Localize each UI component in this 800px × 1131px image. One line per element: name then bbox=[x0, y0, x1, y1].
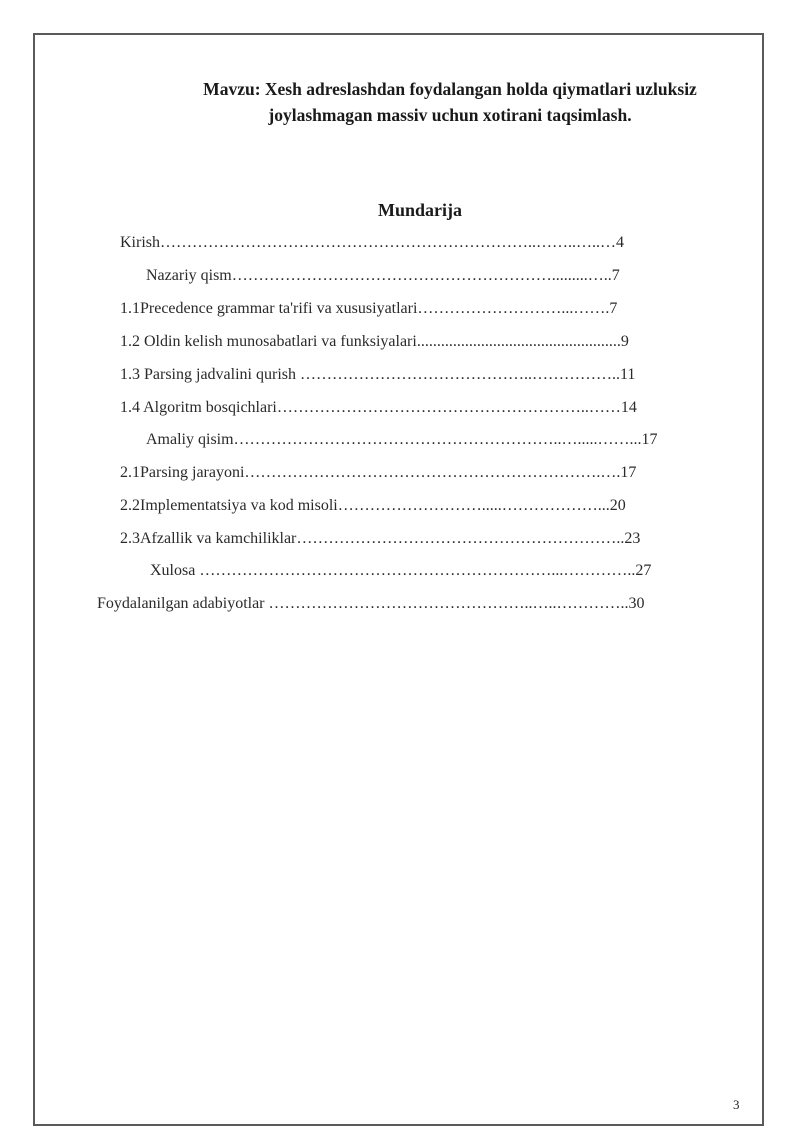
toc-entry-2-2: 2.2Implementatsiya va kod misoli……………………….....………………...20 bbox=[120, 497, 626, 514]
toc-entry-nazariy-qism: Nazariy qism…………………………………………………….........…..7 bbox=[146, 267, 620, 284]
toc-entry-1-2: 1.2 Oldin kelish munosabatlari va funksiyalari...................................................9 bbox=[120, 333, 629, 350]
page-number: 3 bbox=[733, 1097, 740, 1112]
title-line-1: Mavzu: Xesh adreslashdan foydalangan holda qiymatlari uzluksiz bbox=[203, 79, 697, 99]
toc-entry-1-3: 1.3 Parsing jadvalini qurish ……………………………………..……………..11 bbox=[120, 366, 636, 383]
toc-entry-xulosa: Xulosa …………………………………………………………...…………..27 bbox=[150, 562, 652, 579]
title-line-2: joylashmagan massiv uchun xotirani taqsimlash. bbox=[268, 105, 632, 125]
toc-entry-1-1: 1.1Precedence grammar ta'rifi va xususiyatlari………………………...…….7 bbox=[120, 300, 618, 317]
toc-entry-2-1: 2.1Parsing jarayoni………………………………………………………….….17 bbox=[120, 464, 637, 481]
toc-entry-adabiyotlar: Foydalanilgan adabiyotlar …………………………………………..…..…………..30 bbox=[97, 595, 645, 612]
document-title bbox=[100, 76, 800, 128]
toc-entry-1-4: 1.4 Algoritm bosqichlari…………………………………………………..……14 bbox=[120, 399, 637, 416]
toc-entry-amaliy-qisim: Amaliy qisim……………………………………………………..….....……...17 bbox=[146, 431, 658, 448]
toc-entry-2-3: 2.3Afzallik va kamchiliklar……………………………………………………..23 bbox=[120, 530, 641, 547]
contents-heading: Mundarija bbox=[377, 200, 462, 220]
toc-entry-kirish: Kirish……………………………………………………………..……..…..…4 bbox=[120, 234, 624, 251]
